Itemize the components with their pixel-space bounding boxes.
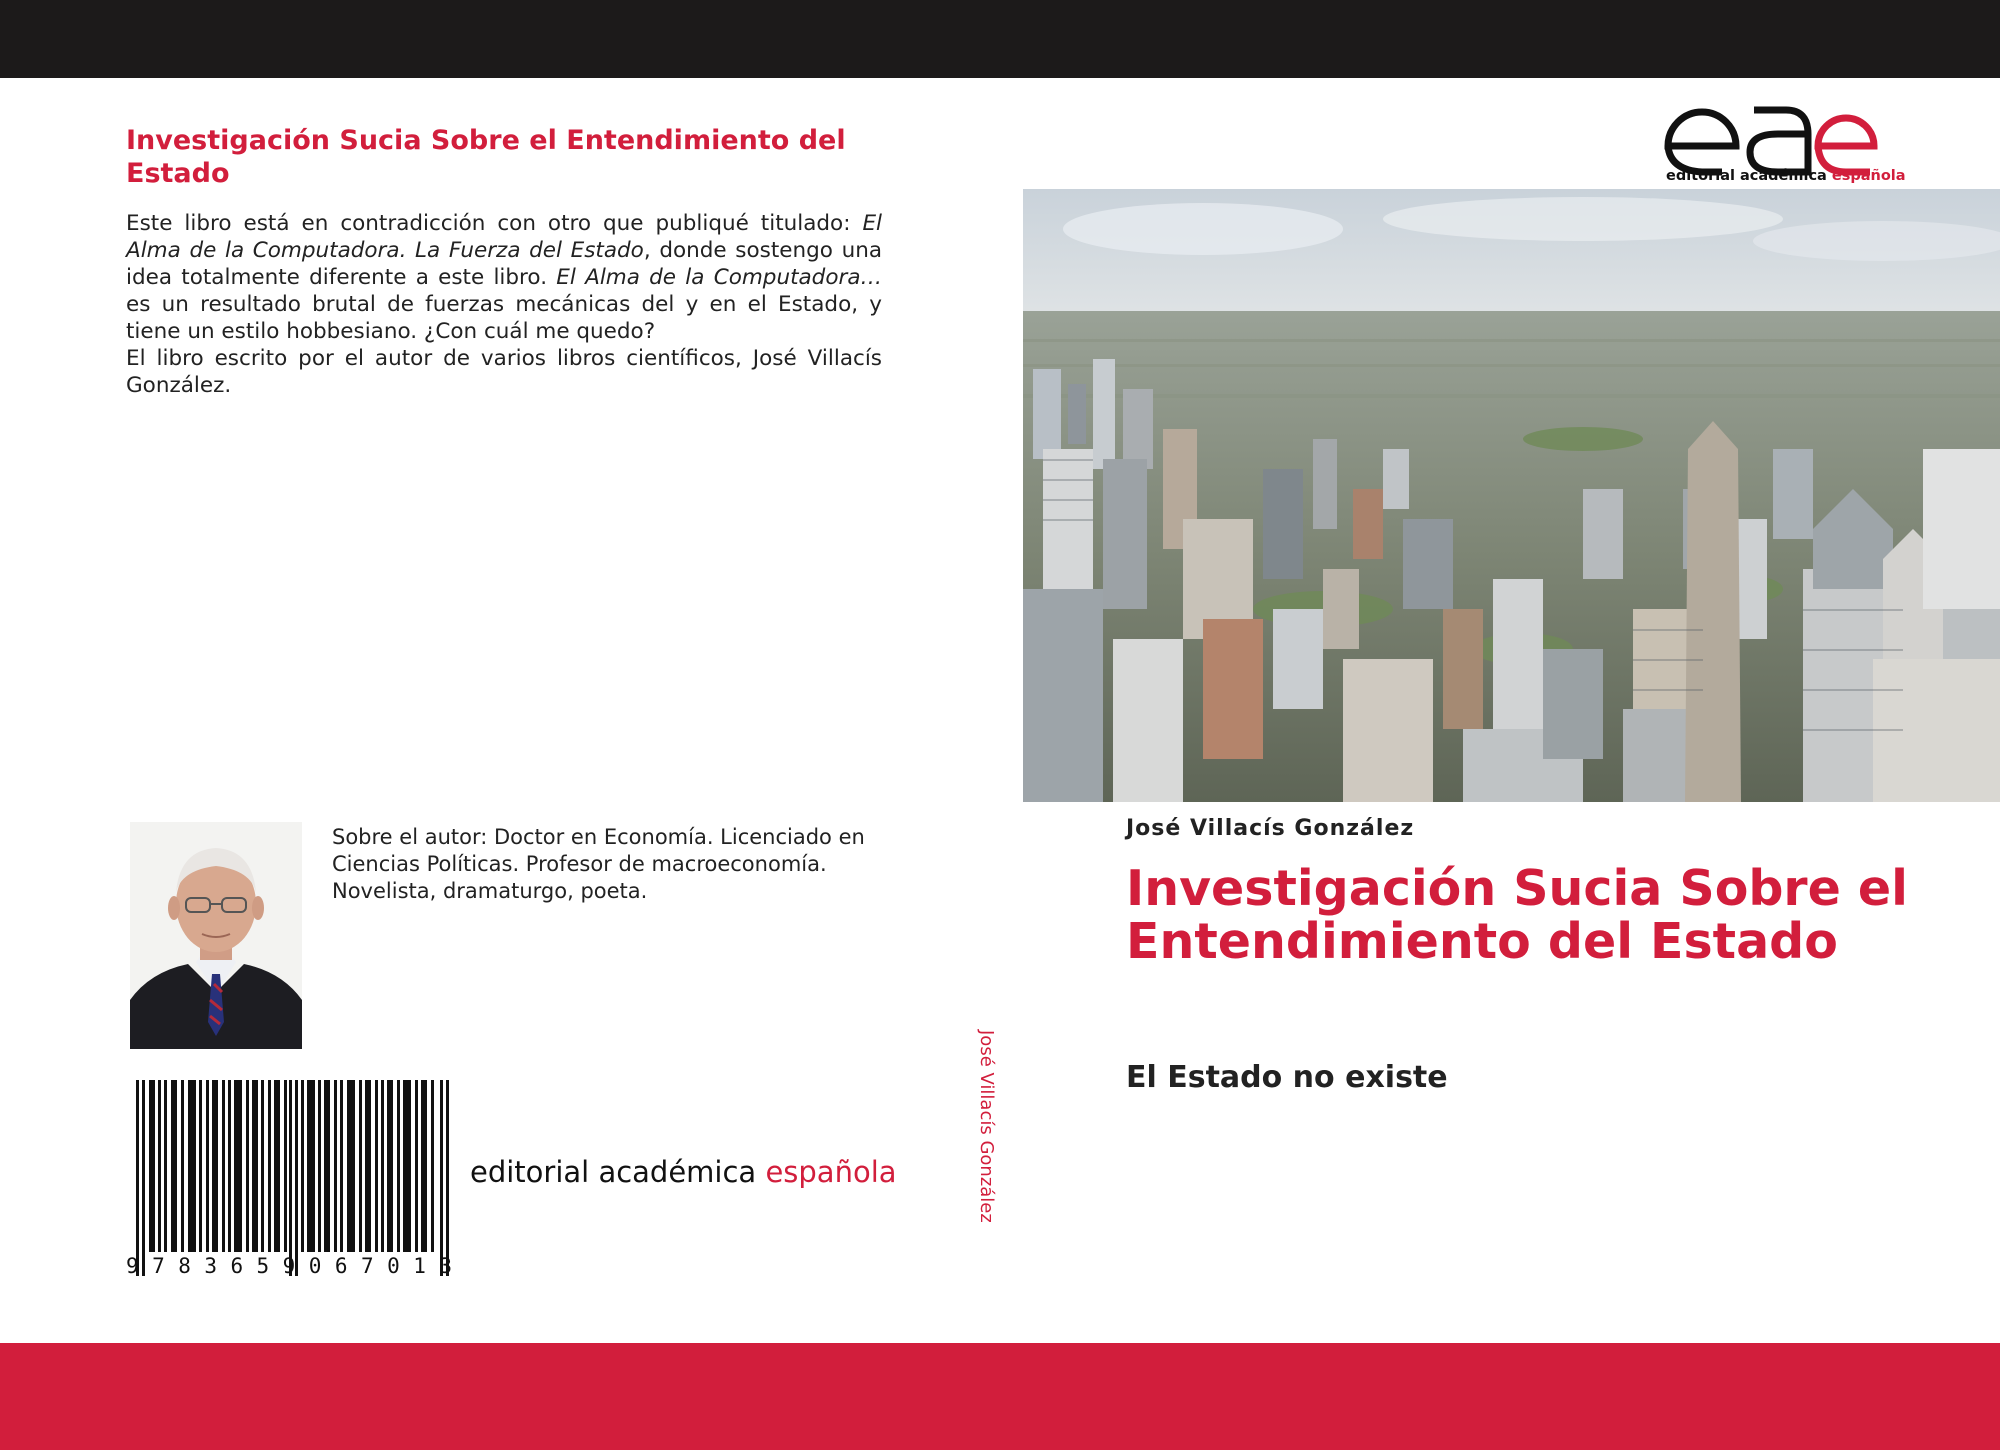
back-cover-blurb bbox=[126, 210, 882, 399]
cover-city-photo bbox=[1023, 189, 2000, 802]
cover-author: José Villacís González bbox=[1126, 816, 1415, 841]
cover-subtitle: El Estado no existe bbox=[1126, 1060, 1448, 1095]
back-cover-title: Investigación Sucia Sobre el Entendimiento del Estado bbox=[126, 125, 846, 189]
blurb-paragraph-2: El libro escrito por el autor de varios libros científicos, José Villacís González. bbox=[126, 346, 882, 398]
bottom-band bbox=[0, 1343, 2000, 1450]
cover-title: Investigación Sucia Sobre el Entendimiento del Estado bbox=[1126, 860, 1908, 970]
top-band bbox=[0, 0, 2000, 78]
isbn-digits: 9 7 8 3 6 5 9 0 6 7 0 1 3 bbox=[126, 1254, 456, 1278]
isbn-barcode bbox=[130, 1080, 456, 1276]
spine-author: José Villacís González bbox=[976, 1030, 997, 1223]
author-photo bbox=[130, 822, 302, 1049]
blurb-paragraph-1: Este libro está en contradicción con otro que publiqué titulado: El Alma de la Computadora. La Fuerza del Estado, donde sostengo una idea totalmente diferente a este libro. El Alma de la Computadora… es un resultado brutal de fuerzas mecánicas del y en el Estado, y tiene un estilo hobbesiano. ¿Con cuál me quedo? bbox=[126, 211, 882, 344]
publisher-imprint: editorial académica española bbox=[470, 1155, 897, 1189]
spine bbox=[976, 1030, 1016, 1250]
author-bio: Sobre el autor: Doctor en Economía. Licenciado en Ciencias Políticas. Profesor de macroeconomía. Novelista, dramaturgo, poeta. bbox=[332, 825, 865, 903]
logo-wordmark: editorial académica española bbox=[1666, 168, 1906, 184]
